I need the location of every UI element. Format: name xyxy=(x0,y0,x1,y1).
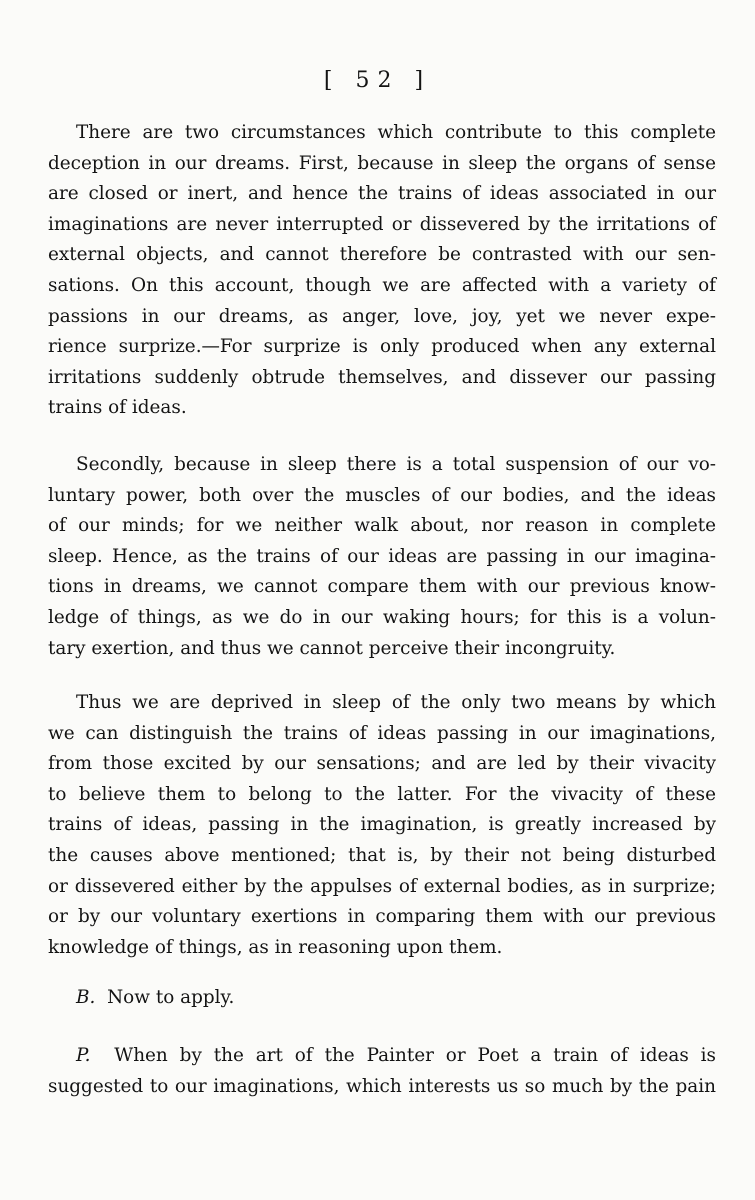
text-line: the causes above mentioned; that is, by their not being disturbed xyxy=(48,844,716,866)
text-line: external objects, and cannot therefore be contrasted with our sen- xyxy=(48,244,716,266)
text-line: sleep. Hence, as the trains of our ideas are passing in our imagina- xyxy=(48,545,716,567)
text-line: tions in dreams, we cannot compare them with our previous know- xyxy=(48,576,716,598)
dialogue-text: When by the art of the Painter or Poet a train of ideas is xyxy=(114,1045,716,1066)
text-line: or dissevered either by the appulses of external bodies, as in surprize; xyxy=(48,875,716,897)
text-line: or by our voluntary exertions in comparing them with our previous xyxy=(48,906,716,928)
dialogue-line xyxy=(48,983,716,1014)
text-line: tary exertion, and thus we cannot perceive their incongruity. xyxy=(48,637,616,659)
dialogue-text: Now to apply. xyxy=(107,987,235,1008)
speaker-label: B. xyxy=(76,987,96,1008)
text-line: sations. On this account, though we are affected with a variety of xyxy=(48,274,716,296)
text-line: deception in our dreams. First, because in sleep the organs of sense xyxy=(48,152,716,174)
text-line: are closed or inert, and hence the trains of ideas associated in our xyxy=(48,183,716,205)
text-line: Thus we are deprived in sleep of the only two means by which xyxy=(76,692,716,713)
speaker-label: P. xyxy=(76,1045,91,1066)
page-number: [ 52 ] xyxy=(323,68,432,93)
paragraph-thus xyxy=(48,688,716,963)
paragraph-circumstances xyxy=(48,118,716,424)
dialogue-p xyxy=(48,1041,716,1102)
text-line: imaginations are never interrupted or dissevered by the irritations of xyxy=(48,213,716,235)
text-line: trains of ideas. xyxy=(48,397,187,419)
dialogue-line xyxy=(48,1041,716,1072)
paragraph-secondly xyxy=(48,450,716,664)
text-line: of our minds; for we neither walk about, nor reason in complete xyxy=(48,515,716,537)
text-line: passions in our dreams, as anger, love, joy, yet we never expe- xyxy=(48,305,716,327)
text-line: trains of ideas, passing in the imagination, is greatly increased by xyxy=(48,814,716,836)
text-line: irritations suddenly obtrude themselves, and dissever our passing xyxy=(48,366,716,388)
text-line: from those excited by our sensations; and are led by their vivacity xyxy=(48,753,716,775)
text-line: ledge of things, as we do in our waking hours; for this is a volun- xyxy=(48,606,716,628)
dialogue-b xyxy=(48,983,716,1014)
text-line: There are two circumstances which contribute to this complete xyxy=(76,122,716,143)
text-line: Secondly, because in sleep there is a total suspension of our vo- xyxy=(76,454,716,475)
text-line: to believe them to belong to the latter. For the vivacity of these xyxy=(48,783,716,805)
text-line: we can distinguish the trains of ideas passing in our imaginations, xyxy=(48,722,716,744)
text-line: rience surprize.—For surprize is only produced when any external xyxy=(48,336,716,358)
text-line: luntary power, both over the muscles of our bodies, and the ideas xyxy=(48,484,716,506)
text-line: suggested to our imaginations, which interests us so much by the pain xyxy=(48,1075,716,1097)
text-line: knowledge of things, as in reasoning upon them. xyxy=(48,936,503,958)
